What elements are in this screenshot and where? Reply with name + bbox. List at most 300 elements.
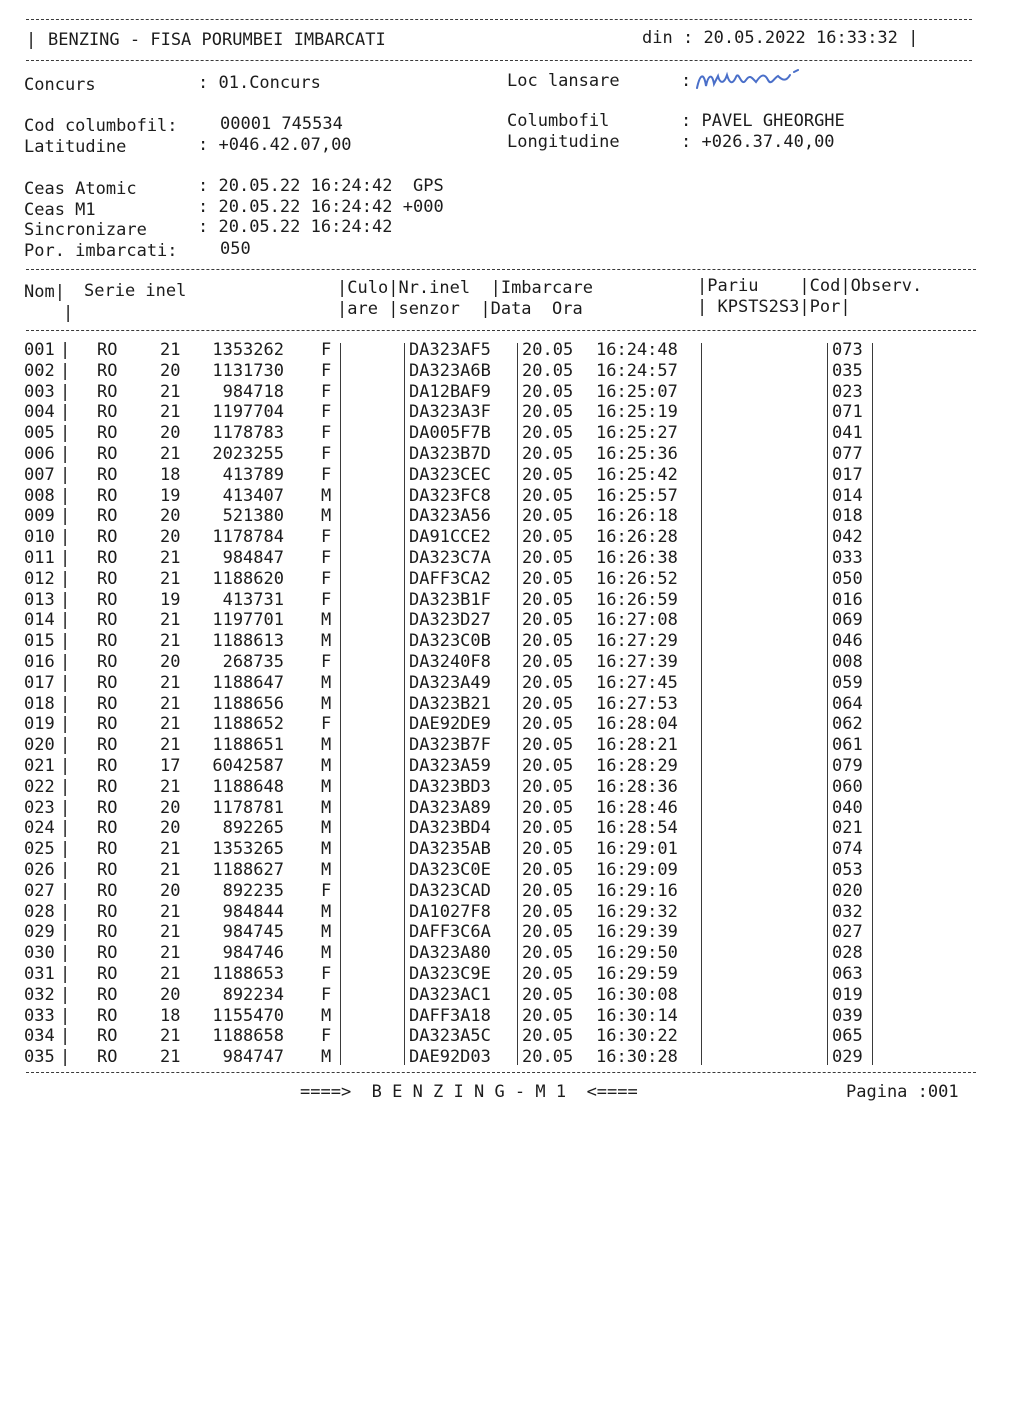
table-row xyxy=(0,590,1024,611)
table-row xyxy=(0,465,1024,486)
cell-ora: 16:29:09 xyxy=(596,860,678,880)
cell-nom: 017 xyxy=(24,672,55,693)
table-row xyxy=(0,860,1024,881)
cell-cod: 017 xyxy=(832,464,863,485)
cell-an: 21 xyxy=(160,568,181,589)
nom-separator: | xyxy=(60,1047,71,1068)
cell-nom: 020 xyxy=(24,735,55,756)
cell-nom: 018 xyxy=(24,693,55,714)
cell-inel: 1188652 xyxy=(212,714,284,735)
cell-tara: RO xyxy=(97,610,118,631)
cell-ora: 16:30:08 xyxy=(596,984,678,1005)
cell-inel: 268735 xyxy=(222,652,284,672)
latitudine-label: Latitudine xyxy=(24,137,127,157)
cell-ora: 16:28:21 xyxy=(596,735,678,756)
cell-ora: 16:26:59 xyxy=(596,589,678,610)
col-header-culoare-2: |are |senzor |Data Ora xyxy=(337,299,583,319)
ceas-m1-value: : 20.05.22 16:24:42 +000 xyxy=(198,197,444,217)
nom-separator: | xyxy=(60,402,71,423)
cell-senzor: DA323B21 xyxy=(409,693,491,714)
cell-an: 20 xyxy=(160,652,181,672)
table-row xyxy=(0,527,1024,548)
cell-data: 20.05 xyxy=(522,360,574,381)
cell-tara: RO xyxy=(97,1026,118,1047)
cell-cod: 027 xyxy=(832,922,863,943)
cell-nom: 007 xyxy=(24,464,55,485)
cell-nom: 033 xyxy=(24,1005,55,1026)
cell-inel: 984745 xyxy=(222,922,284,943)
cell-senzor: DA323B7F xyxy=(409,735,491,756)
cell-senzor: DA323CEC xyxy=(409,464,491,485)
cell-nom: 004 xyxy=(24,402,55,423)
table-row xyxy=(0,964,1024,985)
report-date: din : 20.05.2022 16:33:32 | xyxy=(642,28,919,48)
cell-cod: 040 xyxy=(832,797,863,818)
cell-senzor: DA323C0E xyxy=(409,860,491,880)
cell-ora: 16:24:57 xyxy=(596,360,678,381)
cell-sex: F xyxy=(321,714,332,735)
cell-an: 21 xyxy=(160,964,181,984)
cell-cod: 029 xyxy=(832,1047,863,1068)
cell-tara: RO xyxy=(97,756,118,776)
nom-separator: | xyxy=(60,652,71,672)
cell-nom: 032 xyxy=(24,984,55,1005)
cell-data: 20.05 xyxy=(522,444,574,464)
cell-senzor: DAFF3A18 xyxy=(409,1005,491,1026)
cell-sex: F xyxy=(321,984,332,1005)
cell-nom: 029 xyxy=(24,922,55,943)
cell-cod: 046 xyxy=(832,631,863,652)
cell-tara: RO xyxy=(97,735,118,756)
cell-senzor: DA323D27 xyxy=(409,610,491,631)
table-row xyxy=(0,631,1024,652)
cell-data: 20.05 xyxy=(522,756,574,776)
cell-nom: 002 xyxy=(24,360,55,381)
cell-tara: RO xyxy=(97,527,118,548)
nom-separator: | xyxy=(60,527,71,548)
cell-an: 21 xyxy=(160,631,181,652)
cell-data: 20.05 xyxy=(522,672,574,693)
nom-separator: | xyxy=(60,464,71,485)
columbofil-label: Columbofil xyxy=(507,111,610,131)
cell-ora: 16:28:29 xyxy=(596,756,678,776)
cell-inel: 1197701 xyxy=(212,610,284,631)
cell-data: 20.05 xyxy=(522,776,574,797)
cell-sex: F xyxy=(321,381,332,402)
cell-cod: 071 xyxy=(832,402,863,423)
cell-nom: 010 xyxy=(24,527,55,548)
cell-senzor: DA323A5C xyxy=(409,1026,491,1047)
cell-sex: F xyxy=(321,652,332,672)
cell-ora: 16:24:48 xyxy=(596,340,678,360)
cell-tara: RO xyxy=(97,589,118,610)
cell-nom: 008 xyxy=(24,485,55,506)
nom-separator: | xyxy=(60,381,71,402)
cell-data: 20.05 xyxy=(522,839,574,860)
cell-an: 19 xyxy=(160,589,181,610)
cell-nom: 035 xyxy=(24,1047,55,1068)
table-row xyxy=(0,486,1024,507)
table-row xyxy=(0,1026,1024,1047)
cell-an: 20 xyxy=(160,984,181,1005)
handwritten-signature xyxy=(694,66,804,94)
cell-ora: 16:25:42 xyxy=(596,464,678,485)
cell-senzor: DAE92DE9 xyxy=(409,714,491,735)
cell-nom: 024 xyxy=(24,818,55,839)
cell-ora: 16:28:36 xyxy=(596,776,678,797)
cell-data: 20.05 xyxy=(522,1005,574,1026)
cell-inel: 1188656 xyxy=(212,693,284,714)
cell-senzor: DA323BD4 xyxy=(409,818,491,839)
nom-separator: | xyxy=(60,818,71,839)
cell-inel: 892265 xyxy=(222,818,284,839)
cell-senzor: DA323A6B xyxy=(409,360,491,381)
cell-an: 21 xyxy=(160,381,181,402)
cell-senzor: DAFF3CA2 xyxy=(409,568,491,589)
cell-ora: 16:26:18 xyxy=(596,506,678,527)
cell-tara: RO xyxy=(97,922,118,943)
cell-inel: 1353262 xyxy=(212,340,284,360)
cell-sex: M xyxy=(321,506,332,527)
cell-senzor: DA323C0B xyxy=(409,631,491,652)
cell-nom: 021 xyxy=(24,756,55,776)
cell-data: 20.05 xyxy=(522,964,574,984)
cell-nom: 001 xyxy=(24,340,55,360)
cell-ora: 16:27:53 xyxy=(596,693,678,714)
cell-data: 20.05 xyxy=(522,984,574,1005)
cell-an: 18 xyxy=(160,1005,181,1026)
cell-tara: RO xyxy=(97,943,118,964)
table-row xyxy=(0,881,1024,902)
nom-separator: | xyxy=(60,485,71,506)
cell-an: 21 xyxy=(160,735,181,756)
cell-inel: 1188651 xyxy=(212,735,284,756)
cell-data: 20.05 xyxy=(522,818,574,839)
nom-separator: | xyxy=(60,735,71,756)
table-row xyxy=(0,777,1024,798)
cell-tara: RO xyxy=(97,464,118,485)
cell-an: 21 xyxy=(160,922,181,943)
cell-data: 20.05 xyxy=(522,901,574,922)
cell-senzor: DA12BAF9 xyxy=(409,381,491,402)
ceas-atomic-label: Ceas Atomic xyxy=(24,179,137,199)
cell-data: 20.05 xyxy=(522,631,574,652)
cell-ora: 16:27:45 xyxy=(596,672,678,693)
cell-cod: 021 xyxy=(832,818,863,839)
nom-separator: | xyxy=(60,693,71,714)
cell-ora: 16:25:19 xyxy=(596,402,678,423)
cell-senzor: DA91CCE2 xyxy=(409,527,491,548)
cell-sex: M xyxy=(321,672,332,693)
cell-tara: RO xyxy=(97,568,118,589)
table-row xyxy=(0,798,1024,819)
cell-an: 21 xyxy=(160,672,181,693)
table-row xyxy=(0,610,1024,631)
nom-separator: | xyxy=(60,860,71,880)
cell-senzor: DA323A80 xyxy=(409,943,491,964)
cell-data: 20.05 xyxy=(522,1026,574,1047)
nom-separator: | xyxy=(60,943,71,964)
nom-separator: | xyxy=(60,880,71,901)
cell-an: 21 xyxy=(160,340,181,360)
cell-tara: RO xyxy=(97,797,118,818)
cell-ora: 16:25:27 xyxy=(596,423,678,444)
table-row xyxy=(0,548,1024,569)
col-header-pariu: |Pariu |Cod|Observ. xyxy=(697,276,923,296)
cell-cod: 065 xyxy=(832,1026,863,1047)
cell-senzor: DAE92D03 xyxy=(409,1047,491,1068)
cell-data: 20.05 xyxy=(522,506,574,527)
cell-cod: 020 xyxy=(832,880,863,901)
cell-data: 20.05 xyxy=(522,589,574,610)
cell-sex: M xyxy=(321,818,332,839)
cell-inel: 1188627 xyxy=(212,860,284,880)
cell-sex: M xyxy=(321,839,332,860)
cell-tara: RO xyxy=(97,402,118,423)
cell-ora: 16:29:50 xyxy=(596,943,678,964)
cell-sex: F xyxy=(321,360,332,381)
cell-nom: 011 xyxy=(24,548,55,568)
cell-an: 20 xyxy=(160,527,181,548)
cell-an: 19 xyxy=(160,485,181,506)
cell-cod: 008 xyxy=(832,652,863,672)
cell-sex: F xyxy=(321,1026,332,1047)
cell-nom: 019 xyxy=(24,714,55,735)
cell-cod: 050 xyxy=(832,568,863,589)
cell-cod: 077 xyxy=(832,444,863,464)
cell-senzor: DA323C7A xyxy=(409,548,491,568)
cell-cod: 019 xyxy=(832,984,863,1005)
cell-senzor: DAFF3C6A xyxy=(409,922,491,943)
cell-cod: 041 xyxy=(832,423,863,444)
cell-nom: 006 xyxy=(24,444,55,464)
cell-an: 20 xyxy=(160,360,181,381)
cell-nom: 026 xyxy=(24,860,55,880)
cell-inel: 2023255 xyxy=(212,444,284,464)
cell-cod: 061 xyxy=(832,735,863,756)
cell-sex: M xyxy=(321,1047,332,1068)
cell-inel: 1188613 xyxy=(212,631,284,652)
cell-cod: 063 xyxy=(832,964,863,984)
cell-ora: 16:30:14 xyxy=(596,1005,678,1026)
sincronizare-value: : 20.05.22 16:24:42 xyxy=(198,217,393,237)
cell-nom: 028 xyxy=(24,901,55,922)
cell-senzor: DA323A3F xyxy=(409,402,491,423)
cell-an: 17 xyxy=(160,756,181,776)
cell-inel: 1188620 xyxy=(212,568,284,589)
cell-tara: RO xyxy=(97,818,118,839)
cell-data: 20.05 xyxy=(522,860,574,880)
cell-cod: 074 xyxy=(832,839,863,860)
nom-separator: | xyxy=(60,631,71,652)
cell-nom: 012 xyxy=(24,568,55,589)
cell-tara: RO xyxy=(97,776,118,797)
cell-sex: F xyxy=(321,568,332,589)
table-top-border xyxy=(26,269,976,270)
cell-cod: 035 xyxy=(832,360,863,381)
nom-separator: | xyxy=(60,506,71,527)
col-header-culoare: |Culo|Nr.inel |Imbarcare xyxy=(337,278,593,298)
ceas-atomic-value: : 20.05.22 16:24:42 GPS xyxy=(198,176,444,196)
table-row xyxy=(0,673,1024,694)
cell-inel: 1178783 xyxy=(212,423,284,444)
longitudine-value: : +026.37.40,00 xyxy=(681,132,835,152)
cell-inel: 1178784 xyxy=(212,527,284,548)
nom-separator: | xyxy=(60,1026,71,1047)
cell-data: 20.05 xyxy=(522,943,574,964)
cod-columbofil-value: 00001 745534 xyxy=(220,114,343,134)
cell-senzor: DA323FC8 xyxy=(409,485,491,506)
cell-cod: 032 xyxy=(832,901,863,922)
cell-sex: F xyxy=(321,464,332,485)
cell-tara: RO xyxy=(97,901,118,922)
footer-brand: ====> B E N Z I N G - M 1 <==== xyxy=(300,1082,638,1102)
cell-tara: RO xyxy=(97,360,118,381)
nom-separator: | xyxy=(60,901,71,922)
columbofil-value: : PAVEL GHEORGHE xyxy=(681,111,845,131)
cell-an: 21 xyxy=(160,901,181,922)
cell-sex: F xyxy=(321,402,332,423)
cell-an: 20 xyxy=(160,880,181,901)
table-row xyxy=(0,818,1024,839)
cell-tara: RO xyxy=(97,340,118,360)
cell-ora: 16:30:28 xyxy=(596,1047,678,1068)
cell-inel: 521380 xyxy=(222,506,284,527)
cell-inel: 984847 xyxy=(222,548,284,568)
cell-ora: 16:29:01 xyxy=(596,839,678,860)
cell-cod: 069 xyxy=(832,610,863,631)
cell-inel: 6042587 xyxy=(212,756,284,776)
nom-separator: | xyxy=(60,610,71,631)
cell-cod: 018 xyxy=(832,506,863,527)
table-row xyxy=(0,1006,1024,1027)
cell-sex: M xyxy=(321,776,332,797)
header-left-bar: | xyxy=(26,30,37,50)
cell-an: 21 xyxy=(160,548,181,568)
cell-sex: M xyxy=(321,631,332,652)
cell-senzor: DA323A49 xyxy=(409,672,491,693)
cell-tara: RO xyxy=(97,839,118,860)
table-row xyxy=(0,1047,1024,1068)
cell-senzor: DA323BD3 xyxy=(409,776,491,797)
cell-nom: 027 xyxy=(24,880,55,901)
cell-data: 20.05 xyxy=(522,423,574,444)
cell-cod: 042 xyxy=(832,527,863,548)
cell-nom: 015 xyxy=(24,631,55,652)
cell-data: 20.05 xyxy=(522,527,574,548)
table-row xyxy=(0,985,1024,1006)
cell-nom: 023 xyxy=(24,797,55,818)
cell-tara: RO xyxy=(97,860,118,880)
cell-sex: M xyxy=(321,797,332,818)
cell-tara: RO xyxy=(97,1047,118,1068)
cell-ora: 16:28:46 xyxy=(596,797,678,818)
cell-sex: M xyxy=(321,485,332,506)
cell-ora: 16:29:39 xyxy=(596,922,678,943)
cell-an: 21 xyxy=(160,714,181,735)
nom-separator: | xyxy=(60,548,71,568)
nom-separator: | xyxy=(60,444,71,464)
cell-senzor: DA005F7B xyxy=(409,423,491,444)
cell-cod: 073 xyxy=(832,340,863,360)
cell-ora: 16:28:04 xyxy=(596,714,678,735)
cell-cod: 033 xyxy=(832,548,863,568)
cell-sex: M xyxy=(321,901,332,922)
table-row xyxy=(0,652,1024,673)
cell-sex: M xyxy=(321,1005,332,1026)
table-row xyxy=(0,361,1024,382)
cell-inel: 984747 xyxy=(222,1047,284,1068)
cell-senzor: DA3240F8 xyxy=(409,652,491,672)
cell-data: 20.05 xyxy=(522,464,574,485)
table-row xyxy=(0,694,1024,715)
cell-senzor: DA323A59 xyxy=(409,756,491,776)
cell-an: 21 xyxy=(160,402,181,423)
cell-cod: 064 xyxy=(832,693,863,714)
cell-inel: 984844 xyxy=(222,901,284,922)
cell-sex: M xyxy=(321,610,332,631)
cell-senzor: DA323A89 xyxy=(409,797,491,818)
cell-cod: 014 xyxy=(832,485,863,506)
cell-cod: 053 xyxy=(832,860,863,880)
col-header-nom-bar: | xyxy=(63,303,74,323)
cell-sex: M xyxy=(321,735,332,756)
nom-separator: | xyxy=(60,714,71,735)
cell-inel: 1188658 xyxy=(212,1026,284,1047)
cell-tara: RO xyxy=(97,652,118,672)
cell-cod: 062 xyxy=(832,714,863,735)
table-bottom-border xyxy=(26,1072,976,1073)
cell-inel: 892235 xyxy=(222,880,284,901)
cell-inel: 413789 xyxy=(222,464,284,485)
cell-cod: 016 xyxy=(832,589,863,610)
nom-separator: | xyxy=(60,1005,71,1026)
cell-inel: 413731 xyxy=(222,589,284,610)
cell-data: 20.05 xyxy=(522,652,574,672)
cell-nom: 005 xyxy=(24,423,55,444)
nom-separator: | xyxy=(60,360,71,381)
cell-ora: 16:26:38 xyxy=(596,548,678,568)
cell-data: 20.05 xyxy=(522,485,574,506)
sincronizare-label: Sincronizare xyxy=(24,220,147,240)
page-number: Pagina :001 xyxy=(846,1082,959,1102)
cell-tara: RO xyxy=(97,1005,118,1026)
cell-cod: 023 xyxy=(832,381,863,402)
cell-data: 20.05 xyxy=(522,797,574,818)
cell-data: 20.05 xyxy=(522,568,574,589)
cell-nom: 031 xyxy=(24,964,55,984)
cell-cod: 028 xyxy=(832,943,863,964)
nom-separator: | xyxy=(60,568,71,589)
cell-inel: 1188647 xyxy=(212,672,284,693)
table-row xyxy=(0,402,1024,423)
cell-sex: M xyxy=(321,756,332,776)
cell-ora: 16:27:29 xyxy=(596,631,678,652)
cell-tara: RO xyxy=(97,444,118,464)
loc-lansare-colon: : xyxy=(681,71,692,91)
cell-an: 18 xyxy=(160,464,181,485)
cell-senzor: DA323B7D xyxy=(409,444,491,464)
cell-inel: 984746 xyxy=(222,943,284,964)
cell-an: 21 xyxy=(160,610,181,631)
nom-separator: | xyxy=(60,797,71,818)
cell-ora: 16:26:52 xyxy=(596,568,678,589)
cell-an: 20 xyxy=(160,506,181,527)
cell-cod: 039 xyxy=(832,1005,863,1026)
cell-tara: RO xyxy=(97,506,118,527)
cell-sex: F xyxy=(321,527,332,548)
cell-an: 21 xyxy=(160,860,181,880)
